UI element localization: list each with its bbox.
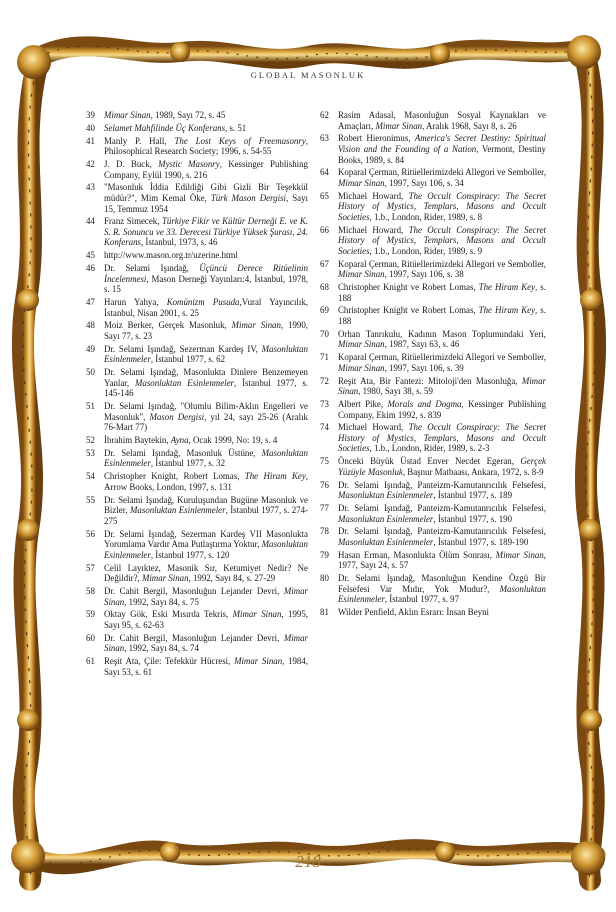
footnote-68	[320, 282, 546, 303]
footnote-number: 52	[86, 435, 95, 446]
footnote-number: 80	[320, 573, 329, 584]
footnote-text-part: Harun Yahya,	[104, 297, 167, 307]
footnote-text-part: Reşit Ata, Bir Fantezi: Mitoloji'den Masonluğa,	[338, 375, 522, 386]
footnote-text-part: , Vermont, Destiny Books, 1989, s. 84	[338, 143, 546, 165]
footnote-67	[320, 259, 546, 280]
footnote-number: 77	[320, 503, 329, 513]
footnote-text-part: Michael Howard,	[338, 190, 409, 201]
footnote-text	[338, 399, 546, 420]
footnote-text-part: Dr. Selami Işındağ, Panteizm-Kamutanrıcılık Felsefesi,	[338, 479, 546, 490]
footnote-58	[86, 586, 308, 607]
footnote-title-italic: Mimar Sinan	[231, 320, 281, 331]
footnote-50	[86, 367, 308, 399]
footnote-text-part: , yıl 24, sayı 25-26 (Aralık 76-Mart 77)	[104, 411, 308, 433]
footnote-number: 74	[320, 422, 329, 433]
footnote-64	[320, 167, 546, 188]
footnote-title-italic: Selamet Mahfilinde Üç Konferans	[104, 122, 226, 133]
footnote-title-italic: Mimar Sinan	[338, 177, 385, 188]
footnote-title-italic: Mimar Sinan	[104, 585, 308, 607]
footnote-title-italic: Masonluktan Esinlenmeler	[104, 343, 308, 365]
footnote-title-italic: The Occult Conspiracy: The Secret History of Mystics, Templars, Masons and Occult Societies	[338, 190, 546, 222]
footnote-title-italic: Gerçek Yüzüyle Masonluk	[338, 456, 546, 477]
footnote-text-part: , 1977, Sayı 24, s. 57	[338, 549, 546, 571]
footnote-text	[104, 633, 308, 654]
footnote-73	[320, 399, 546, 420]
footnote-text-part: , Mason Derneği Yayınları:4, İstanbul, 1978, s. 15	[104, 273, 308, 295]
footnote-text-part: Dr. Cahit Bergil, Masonluğun Lejander Devri,	[104, 632, 284, 643]
footnote-text	[338, 456, 546, 477]
footnote-75	[320, 456, 546, 477]
footnote-title-italic: Komünizm Pusuda	[166, 297, 240, 307]
footnote-text	[338, 305, 546, 326]
footnote-number: 40	[86, 122, 95, 133]
footnote-text-part: , İstanbul 1977, s. 145-146	[104, 377, 309, 399]
footnote-text-part: Dr. Selami Işındağ, Sezerman Kardeş IV,	[104, 343, 262, 354]
footnote-title-italic: Ayna	[170, 435, 189, 446]
footnote-number: 44	[86, 216, 95, 227]
footnote-number: 64	[320, 167, 329, 178]
footnote-text	[104, 263, 308, 295]
footnote-text	[104, 320, 308, 341]
footnote-number: 39	[86, 110, 95, 120]
footnote-text	[104, 609, 308, 630]
footnote-text	[104, 367, 308, 399]
footnote-number: 67	[320, 258, 329, 269]
footnote-number: 54	[86, 471, 95, 482]
footnote-54	[86, 471, 308, 492]
footnote-text-part: , Aralık 1968, Sayı 8, s. 26	[422, 120, 517, 131]
footnote-text-part: J. D. Buck,	[104, 158, 159, 169]
footnote-57	[86, 563, 308, 584]
footnote-62	[320, 110, 546, 131]
footnote-text-part: Koparal Çerman, Ritüellerimizdeki Allegori ve Semboller,	[338, 352, 546, 363]
footnote-title-italic: Mystic Masonry	[158, 158, 220, 169]
footnote-number: 73	[320, 398, 329, 409]
footnote-56	[86, 529, 308, 561]
footnote-title-italic: Masonluktan Esinlenmeler	[104, 447, 308, 469]
footnote-text	[338, 422, 546, 454]
footnote-text-part: , İstanbul 1977, s. 32	[150, 458, 226, 469]
footnote-text-part: , Philosophical Research Society; 1996, s. 54-55	[104, 135, 308, 157]
footnote-text-part: Dr. Selami Işındağ, Kuruluşundan Bugüne Masonluk ve Bizler,	[104, 494, 308, 516]
footnote-70	[320, 329, 546, 350]
footnote-text	[104, 297, 308, 318]
footnote-title-italic: Mimar Sinan	[104, 632, 308, 654]
footnote-55	[86, 495, 308, 527]
footnote-title-italic: Mimar Sinan	[338, 339, 385, 350]
footnote-text-part: Koparal Çerman, Ritüellerimizdeki Allegori ve Semboller,	[338, 258, 546, 269]
footnote-66	[320, 225, 546, 257]
footnote-title-italic: Masonluktan Esinlenmeler	[134, 377, 235, 388]
footnote-title-italic: Morals and Dogma	[387, 398, 462, 409]
footnote-number: 47	[86, 297, 95, 307]
footnote-title-italic: Mimar Sinan	[338, 269, 385, 280]
footnote-number: 79	[320, 549, 329, 560]
footnote-title-italic: Masonluktan Esinlenmeler	[338, 583, 546, 605]
footnote-number: 57	[86, 562, 95, 573]
footnote-number: 75	[320, 456, 329, 467]
footnote-text-part: , 1992, Sayı 84, s. 74	[124, 643, 199, 654]
footnote-number: 60	[86, 632, 95, 643]
footnote-text-part: Christopher Knight ve Robert Lomas,	[338, 282, 479, 293]
footnote-number: 45	[86, 250, 95, 261]
footnote-53	[86, 448, 308, 469]
footnote-text-part: Dr. Selami Işındağ,	[104, 263, 200, 274]
footnote-title-italic: Mimar Sinan,	[104, 110, 153, 120]
footnote-42	[86, 159, 308, 180]
footnote-text-part: Oktay Gök, Eski Mısırda Tekris,	[104, 609, 233, 620]
footnote-81	[320, 607, 546, 618]
footnote-number: 78	[320, 526, 329, 537]
footnote-title-italic: Mimar Sinan	[141, 573, 189, 584]
footnote-number: 48	[86, 320, 95, 331]
footnote-text-part: , İstanbul 1977, s. 120	[150, 549, 230, 560]
footnote-text-part: , İstanbul 1977, s. 62	[150, 354, 226, 365]
footnote-title-italic: Türkiye Fikir ve Kültür Derneği E. ve K. S. R. Sonuncu ve 33. Derecesi Türkiye Yüksek Şurası, 24. Konferans	[104, 216, 308, 248]
footnote-text-part: , Başnur Matbaası, Ankara, 1972, s. 8-9	[402, 466, 544, 477]
footnote-71	[320, 352, 546, 373]
footnote-52	[86, 435, 308, 446]
footnote-text-part: , 1995, Sayı 95, s. 62-63	[104, 609, 308, 630]
footnote-76	[320, 480, 546, 501]
footnote-text-part: , 1.b., London, Rider, 1989, s. 2-3	[369, 443, 490, 454]
footnote-text-part: Dr. Selami Işındağ, Masonluk Üstüne,	[104, 447, 262, 458]
footnote-text	[104, 435, 308, 446]
footnote-text-part: Moiz Berker, Gerçek Masonluk,	[104, 320, 232, 331]
footnote-text-part: Dr. Selami Işındağ, Panteizm-Kamutanrıcılık Felsefesi,	[338, 526, 546, 537]
footnote-text-part: Wilder Penfield, Aklın Esrarı: İnsan Beyni	[338, 607, 489, 618]
footnote-61	[86, 656, 308, 677]
footnote-number: 68	[320, 282, 329, 293]
footnote-text-part: , 1990, Sayı 77, s. 23	[104, 320, 308, 341]
footnote-text-part: Dr. Cahit Bergil, Masonluğun Lejander Devri,	[104, 585, 284, 596]
footnote-text-part: Manly P. Hall,	[104, 135, 175, 146]
footnote-title-italic: Masonluktan Esinlenmeler	[338, 536, 434, 547]
footnote-text	[104, 656, 308, 677]
footnote-text-part: , Arrow Books, London, 1997, s. 131	[104, 471, 308, 492]
footnote-text-part: Christopher Knight ve Robert Lomas,	[338, 305, 479, 316]
footnote-text-part: , İstanbul 1977, s. 97	[384, 594, 460, 605]
footnote-number: 69	[320, 305, 329, 316]
footnote-text-part: , İstanbul 1977, s. 189	[433, 490, 513, 501]
footnote-number: 61	[86, 656, 95, 667]
footnote-49	[86, 344, 308, 365]
footnote-title-italic: The Hiram Key	[244, 471, 306, 482]
footnote-43	[86, 182, 308, 214]
footnote-text-part: http://www.mason.org.tr/uzerine.html	[104, 250, 238, 261]
footnote-text-part: , 1992, Sayı 84, s. 75	[124, 596, 199, 607]
footnote-title-italic: The Lost Keys of Freemasonry	[174, 135, 306, 146]
footnote-text	[338, 550, 546, 571]
footnote-39	[86, 110, 308, 121]
footnote-text-part: , İstanbul 1977, s. 190	[433, 513, 513, 524]
footnote-number: 43	[86, 182, 95, 193]
footnote-title-italic: Mimar Sinan	[234, 656, 283, 667]
footnote-text	[104, 401, 308, 433]
footnote-text	[338, 573, 546, 605]
footnote-text	[104, 159, 308, 180]
footnote-78	[320, 526, 546, 547]
footnote-text-part: , 1997, Sayı 106, s. 34	[384, 177, 464, 188]
footnote-text-part: , İstanbul 1977, s. 189-190	[433, 536, 529, 547]
footnote-text-part: Reşit Ata, Çile: Tefekkür Hücresi,	[104, 656, 235, 667]
footnote-text-part: ,Vural Yayıncılık, İstanbul, Nisan 2001, s. 25	[104, 297, 308, 318]
footnote-text	[338, 191, 546, 223]
footnote-number: 70	[320, 328, 329, 339]
footnote-title-italic: Mimar Sinan	[338, 375, 546, 397]
footnote-title-italic: America's Secret Destiny: Spiritual Vision and the Founding of a Nation	[338, 133, 546, 154]
footnote-number: 56	[86, 528, 95, 539]
footnote-title-italic: Üçüncü Derece Ritüelinin İncelenmesi	[104, 263, 308, 284]
footnote-number: 51	[86, 401, 95, 412]
footnote-text	[338, 329, 546, 350]
footnote-number: 62	[320, 110, 329, 120]
footnote-text	[338, 607, 546, 618]
footnote-text-part: , Ocak 1999, No: 19, s. 4	[188, 435, 278, 446]
footnote-title-italic: Mimar Sinan	[338, 362, 385, 373]
footnotes-left-column	[86, 110, 308, 679]
footnote-51	[86, 401, 308, 433]
footnote-44	[86, 216, 308, 248]
footnote-text	[338, 480, 546, 501]
footnote-text-part: , Sayı 15, Temmuz 1954	[104, 192, 308, 214]
footnote-text	[104, 110, 308, 121]
footnote-text	[104, 123, 308, 134]
footnote-text	[338, 352, 546, 373]
footnote-title-italic: Mimar Sinan	[232, 609, 282, 620]
footnote-text-part: Önceki Büyük Üstad Enver Necdet Egeran,	[338, 456, 521, 467]
footnote-text-part: Orhan Tanrıkulu, Kadının Mason Toplumundaki Yeri,	[338, 328, 546, 339]
footnote-59	[86, 609, 308, 630]
footnote-48	[86, 320, 308, 341]
footnote-number: 59	[86, 609, 95, 620]
footnote-number: 41	[86, 135, 95, 146]
footnote-title-italic: The Occult Conspiracy: The Secret History of Mystics, Templars, Masons and Occult Societies	[338, 224, 546, 256]
footnote-79	[320, 550, 546, 571]
footnote-74	[320, 422, 546, 454]
footnote-number: 50	[86, 367, 95, 378]
footnote-text-part: , 1992, Sayı 84, s. 27-29	[188, 573, 276, 584]
footnote-69	[320, 305, 546, 326]
footnote-text-part: "Masonluk İddia Edildiği Gibi Gizli Bir Teşekkül müdür?", Mim Kemal Öke,	[104, 182, 308, 203]
footnote-text-part: , 1987, Sayı 63, s. 46	[384, 339, 460, 350]
footnote-title-italic: Mimar Sinan	[375, 120, 423, 131]
footnote-text	[104, 250, 308, 261]
footnote-47	[86, 297, 308, 318]
footnote-number: 66	[320, 224, 329, 235]
footnote-number: 71	[320, 352, 329, 363]
footnote-text	[104, 216, 308, 248]
page-number: 218	[295, 852, 321, 871]
footnote-number: 53	[86, 447, 95, 458]
footnote-text	[104, 136, 308, 157]
footnote-number: 63	[320, 133, 329, 144]
footnote-text-part: , 1.b., London, Rider, 1989, s. 9	[369, 245, 483, 256]
footnote-text-part: , 1.b., London, Rider, 1989, s. 8	[369, 211, 483, 222]
footnote-41	[86, 136, 308, 157]
footnote-title-italic: Mimar Sinan	[495, 549, 544, 560]
footnote-text	[104, 471, 308, 492]
footnote-40	[86, 123, 308, 134]
footnote-title-italic: The Hiram Key	[478, 305, 536, 316]
footnote-text	[338, 133, 546, 165]
footnote-number: 55	[86, 494, 95, 505]
footnote-title-italic: Mason Dergisi	[149, 411, 205, 422]
footnote-80	[320, 573, 546, 605]
footnote-number: 49	[86, 343, 95, 354]
running-header: GLOBAL MASONLUK	[250, 70, 366, 80]
footnote-text	[104, 586, 308, 607]
footnote-text	[104, 448, 308, 469]
footnote-text	[338, 282, 546, 303]
footnote-title-italic: Masonluktan Esinlenmeler	[104, 539, 308, 560]
footnote-text-part: Franz Simecek,	[104, 216, 162, 227]
footnote-77	[320, 503, 546, 524]
footnote-text-part: , s. 188	[338, 305, 546, 326]
footnote-text-part: , 1997, Sayı 106, s. 39	[384, 362, 464, 373]
footnote-text-part: , İstanbul, 1973, s. 46	[140, 237, 218, 248]
footnote-text-part: , 1980, Sayı 38, s. 59	[358, 386, 433, 397]
footnote-text-part: Christopher Knight, Robert Lomas,	[104, 471, 245, 482]
footnote-text-part: 1989, Sayı 72, s. 45	[152, 110, 226, 120]
footnote-45	[86, 250, 308, 261]
footnote-number: 81	[320, 607, 329, 618]
footnote-text-part: Robert Hieronimus,	[338, 133, 415, 144]
footnote-text	[104, 182, 308, 214]
footnote-text-part: Dr. Selami Işındağ, Panteizm-Kamutanrıcılık Felsefesi,	[338, 503, 546, 513]
footnote-title-italic: Türk Mason Dergisi	[210, 192, 287, 203]
footnote-text-part: , s. 51	[225, 122, 247, 133]
footnote-title-italic: Masonluktan Esinlenmeler	[338, 513, 434, 524]
footnotes-right-column	[320, 110, 546, 620]
footnote-text	[338, 259, 546, 280]
footnote-text-part: , 1984, Sayı 53, s. 61	[104, 656, 309, 677]
footnote-72	[320, 376, 546, 397]
footnote-title-italic: Masonluktan Esinlenmeler	[129, 505, 226, 516]
footnote-number: 76	[320, 479, 329, 490]
footnote-title-italic: Masonluktan Esinlenmeler	[338, 490, 434, 501]
footnote-text	[104, 529, 308, 561]
footnote-number: 72	[320, 375, 329, 386]
footnote-text-part: Dr. Selami Işındağ, Masonlukta Dinlere Benzemeyen Yanlar,	[104, 367, 308, 388]
footnote-text-part: Michael Howard,	[338, 224, 409, 235]
footnote-text-part: Albert Pike,	[338, 398, 388, 409]
footnote-text-part: Michael Howard,	[338, 422, 409, 433]
footnote-text-part: , s. 188	[338, 282, 546, 303]
footnote-text-part: Rasim Adasal, Masonluğun Sosyal Kaynakları ve Amaçları,	[338, 110, 546, 131]
footnote-text	[338, 503, 546, 524]
footnote-text	[104, 563, 308, 584]
footnote-number: 65	[320, 190, 329, 201]
footnote-text	[338, 110, 546, 131]
footnote-text	[338, 225, 546, 257]
footnote-text-part: , Kessinger Publishing Company, Eylül 1990, s. 216	[104, 158, 308, 180]
footnote-text	[338, 376, 546, 397]
footnote-text-part: , Kessinger Publishing Company, Ekim 1992, s. 839	[338, 398, 547, 420]
footnote-text-part: Dr. Selami Işındağ, Sezerman Kardeş VII Masonlukta Yorumlama Vardır Ama Putlaştırma Yoktur,	[104, 528, 308, 550]
footnote-text-part: Hasan Erman, Masonlukta Ölüm Sonrası,	[338, 549, 496, 560]
footnote-text-part: , 1997, Sayı 106, s. 38	[384, 269, 464, 280]
footnote-number: 42	[86, 158, 95, 169]
footnote-text	[338, 167, 546, 188]
footnote-number: 58	[86, 585, 95, 596]
footnote-title-italic: The Occult Conspiracy: The Secret History of Mystics, Templars, Masons and Occult Societies	[338, 422, 546, 454]
footnote-text	[104, 344, 308, 365]
footnote-text-part: , İstanbul 1977, s. 274-275	[104, 505, 308, 526]
footnote-65	[320, 191, 546, 223]
footnote-60	[86, 633, 308, 654]
footnote-63	[320, 133, 546, 165]
footnote-text-part: Dr. Selami Işındağ, "Olumlu Bilim-Aklın Engelleri ve Masonluk",	[104, 401, 308, 422]
footnote-text-part: Dr. Selami Işındağ, Masonluğun Kendine Özgü Bir Felsefesi Var Mıdır, Yok Mudur?,	[338, 573, 546, 594]
footnote-text-part: İbrahim Baytekin,	[104, 435, 171, 446]
footnote-title-italic: The Hiram Key	[478, 282, 536, 293]
footnote-text	[338, 526, 546, 547]
footnote-text-part: Celil Layıktez, Masonik Sır, Ketumiyet Nedir? Ne Değildir?,	[104, 562, 308, 584]
footnote-46	[86, 263, 308, 295]
footnote-number: 46	[86, 263, 95, 274]
footnote-text-part: Koparal Çerman, Ritüellerimizdeki Allegori ve Semboller,	[338, 167, 546, 178]
footnote-text	[104, 495, 308, 527]
